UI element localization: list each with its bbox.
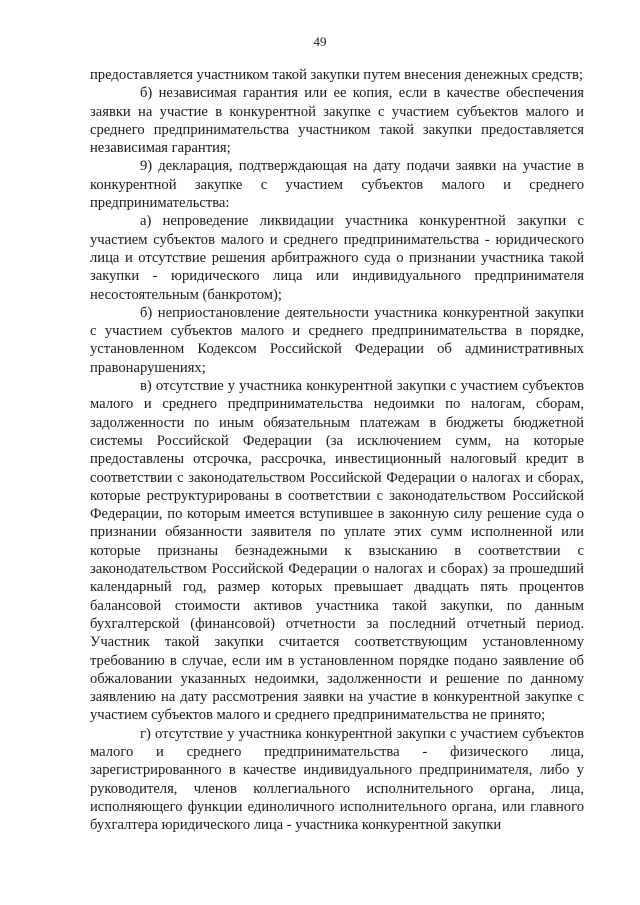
paragraph-continuation: предоставляется участником такой закупки путем внесения денежных средств; — [90, 67, 583, 83]
paragraph-item-v-arrears: в) отсутствие у участника конкурентной закупки с участием субъектов малого и среднего предпринимательства недоимки по налогам, сборам, задолженности по иным обязательным платежам в бюджеты бюджетной системы Российской Федерации (за исключением сумм, на которые предоставлены отсрочка, рассрочка, инвестиционный налоговый кредит в соответствии с законодательством Российской Федерации о налогах и сборах, которые реструктурированы в соответствии с законодательством Российской Федерации, по которым имеется вступившее в законную силу решение суда о признании обязанности заявителя по уплате этих сумм исполненной или которые признаны безнадежными к взысканию в соответствии с законодательством Российской Федерации о налогах и сборах) за прошедший календарный год, размер которых превышает двадцать пять процентов балансовой стоимости активов участника такой закупки, по данным бухгалтерской (финансовой) отчетности за последний отчетный период. Участник такой закупки считается соответствующим установленному требованию в случае, если им в установленном порядке подано заявление об обжаловании указанных недоимки, задолженности и решение по данному заявлению на дату рассмотрения заявки на участие в конкурентной закупке с участием субъектов малого и среднего предпринимательства не принято; — [90, 378, 584, 724]
paragraph-item-g-criminal-record: г) отсутствие у участника конкурентной закупки с участием субъектов малого и среднего предпринимательства - физического лица, зарегистрированного в качестве индивидуального предпринимателя, либо у руководителя, членов коллегиального исполнительного органа, лица, исполняющего функции единоличного исполнительного органа, или главного бухгалтера юридического лица - участника конкурентной закупки — [90, 725, 584, 834]
document-body — [90, 66, 584, 834]
paragraph-item-b-guarantee: б) независимая гарантия или ее копия, если в качестве обеспечения заявки на участие в конкурентной закупке с участием субъектов малого и среднего предпринимательства участником такой закупки предоставляется независимая гарантия; — [90, 85, 584, 157]
page-number: 49 — [313, 34, 327, 49]
paragraph-item-9-declaration: 9) декларация, подтверждающая на дату подачи заявки на участие в конкурентной закупке с участием субъектов малого и среднего предпринимательства: — [90, 158, 584, 212]
paragraph-item-a-liquidation: а) непроведение ликвидации участника конкурентной закупки с участием субъектов малого и среднего предпринимательства - юридического лица и отсутствие решения арбитражного суда о признании участника такой закупки - юридического лица или индивидуального предпринимателя несостоятельным (банкротом); — [90, 213, 584, 303]
paragraph-item-b-suspension: б) неприостановление деятельности участника конкурентной закупки с участием субъектов малого и среднего предпринимательства в порядке, установленном Кодексом Российской Федерации об административных правонарушениях; — [90, 304, 584, 376]
